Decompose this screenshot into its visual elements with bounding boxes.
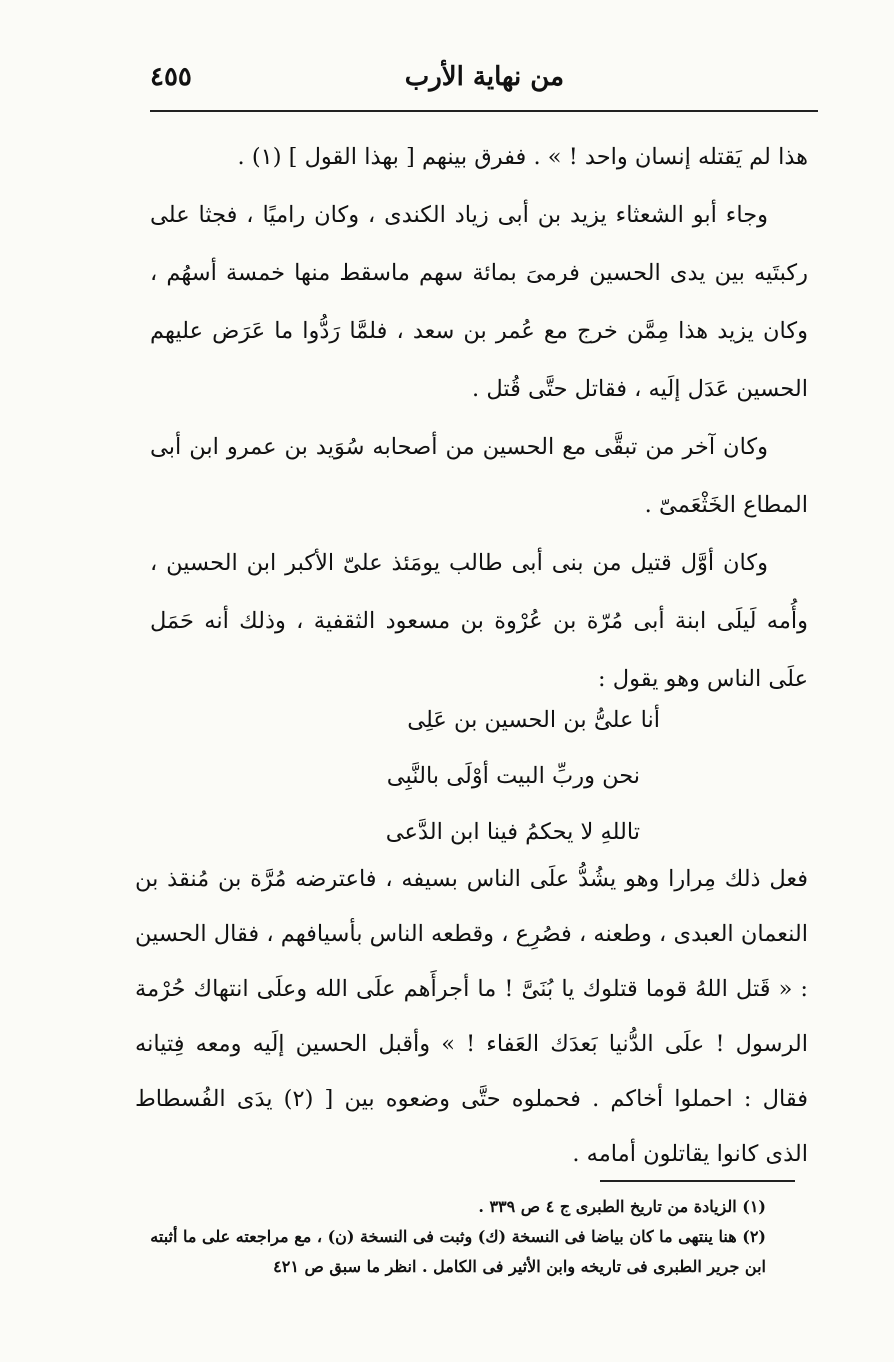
paragraph-5: فعل ذلك مِرارا وهو يشُدُّ علَى الناس بسيفه ، فاعترضه مُرَّة بن مُنقذ بن النعمان العبدى ، وطعنه ، فصُرِع ، وقطعه الناس بأسيافهم ، فقال الحسين : « قَتل اللهُ قوما قتلوك يا بُنَىَّ ! ما أجرأَهم علَى الله وعلَى انتهاك حُرْمة الرسول ! علَى الدُّنيا بَعدَك العَفاء ! » وأقبل الحسين إلَيه ومعه فِتيانه فقال : احملوا أخاكم . فحملوه حتَّى وضعوه بين [ (٢) يدَى الفُسطاط الذى كانوا يقاتلون أمامه . (135, 866, 808, 1167)
paragraph-4: وكان أوَّل قتيل من بنى أبى طالب يومَئذ علىّ الأكبر ابن الحسين ، وأُمه لَيلَى ابنة أبى مُرّة بن عُرْوة بن مسعود الثقفية ، وذلك أنه حَمَل علَى الناس وهو يقول : (150, 550, 808, 692)
poem-line-1: أنا علىُّ بن الحسين بن عَلِى (407, 707, 660, 733)
main-text (150, 128, 808, 708)
header-divider (150, 110, 818, 112)
poem-line-2: نحن وربِّ البيت أوْلَى بالنَّبِى (386, 763, 640, 789)
poem-line-3: تاللهِ لا يحكمُ فينا ابن الدَّعى (385, 819, 640, 845)
footnotes (138, 1192, 806, 1282)
footnote-2: (٢) هنا ينتهى ما كان بياضا فى النسخة (ك) وثبت فى النسخة (ن) ، مع مراجعته على ما أثبته ابن جرير الطبرى فى تاريخه وابن الأثير فى الكامل . انظر ما سبق ص ٤٢١ (150, 1227, 766, 1276)
poem-verses (280, 692, 660, 860)
footnote-divider (600, 1180, 795, 1182)
main-text-continued (135, 852, 808, 1182)
paragraph-2: وجاء أبو الشعثاء يزيد بن أبى زياد الكندى ، وكان راميًا ، فجثا على ركبتَيه بين يدى الحسين فرمىَ بمائة سهم ماسقط منها خمسة أسهُم ، وكان يزيد هذا مِمَّن خرج مع عُمر بن سعد ، فلمَّا رَدُّوا ما عَرَض عليهم الحسين عَدَل إلَيه ، فقاتل حتَّى قُتل . (150, 202, 808, 402)
page-number: ٤٥٥ (150, 62, 192, 92)
paragraph-3: وكان آخر من تبقَّى مع الحسين من أصحابه سُوَيد بن عمرو ابن أبى المطاع الخَثْعَمىّ . (150, 434, 808, 518)
paragraph-1: هذا لم يَقتله إنسان واحد ! » . ففرق بينهم [ بهذا القول ] (١) . (237, 144, 808, 170)
footnote-1: (١) الزيادة من تاريخ الطبرى ج ٤ ص ٣٣٩ . (478, 1197, 766, 1216)
running-header-title: من نهاية الأرب (404, 62, 564, 92)
